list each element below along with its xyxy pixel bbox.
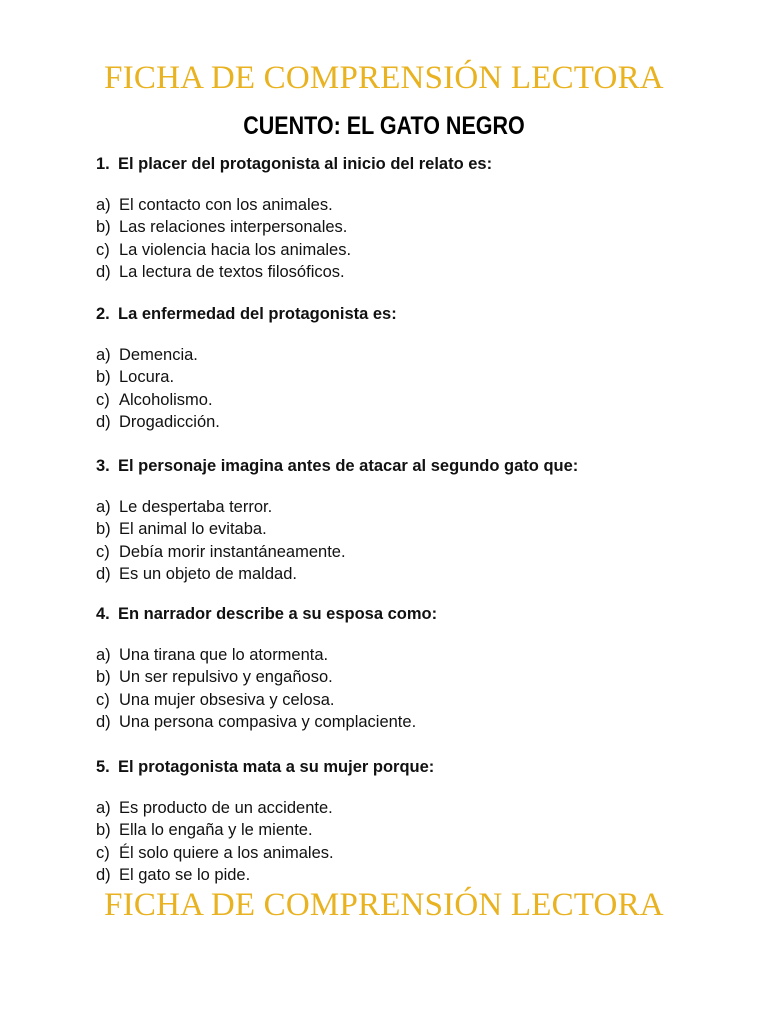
option-c bbox=[96, 389, 220, 411]
option-text: Las relaciones interpersonales. bbox=[119, 218, 348, 237]
option-text: El animal lo evitaba. bbox=[119, 520, 267, 539]
option-letter: d) bbox=[96, 866, 111, 885]
question-number: 3. bbox=[96, 457, 110, 475]
option-text: Alcoholismo. bbox=[119, 390, 213, 409]
option-letter: a) bbox=[96, 799, 111, 817]
question-text: El protagonista mata a su mujer porque: bbox=[118, 758, 435, 776]
option-a bbox=[96, 496, 346, 518]
option-text: Locura. bbox=[119, 368, 175, 387]
option-text: Una tirana que lo atormenta. bbox=[119, 646, 329, 664]
option-text: Él solo quiere a los animales. bbox=[119, 843, 334, 862]
options-list bbox=[96, 496, 346, 586]
question-title bbox=[96, 604, 716, 624]
option-letter: d) bbox=[96, 713, 111, 732]
options-list bbox=[96, 797, 334, 887]
option-letter: d) bbox=[96, 263, 111, 282]
option-text: La violencia hacia los animales. bbox=[119, 240, 352, 259]
question-number: 2. bbox=[96, 305, 110, 323]
options-list bbox=[96, 194, 351, 284]
option-text: El gato se lo pide. bbox=[119, 866, 251, 885]
question-5 bbox=[96, 757, 716, 885]
option-c bbox=[96, 842, 334, 864]
question-title bbox=[96, 757, 716, 777]
option-letter: b) bbox=[96, 821, 111, 840]
option-d bbox=[96, 864, 334, 886]
question-text: La enfermedad del protagonista es: bbox=[118, 305, 397, 323]
option-b bbox=[96, 518, 346, 540]
option-letter: a) bbox=[96, 196, 111, 214]
option-text: Drogadicción. bbox=[119, 413, 220, 432]
option-a bbox=[96, 344, 220, 366]
story-subtitle: CUENTO: EL GATO NEGRO bbox=[243, 112, 525, 140]
option-b bbox=[96, 666, 416, 688]
option-letter: a) bbox=[96, 646, 111, 664]
option-b bbox=[96, 819, 334, 841]
option-d bbox=[96, 711, 416, 733]
option-a bbox=[96, 797, 334, 819]
options-list bbox=[96, 644, 416, 734]
option-c bbox=[96, 689, 416, 711]
option-c bbox=[96, 541, 346, 563]
option-a bbox=[96, 194, 351, 216]
option-b bbox=[96, 366, 220, 388]
question-3 bbox=[96, 456, 716, 584]
page-title: FICHA DE COMPRENSIÓN LECTORA bbox=[104, 60, 664, 96]
option-letter: a) bbox=[96, 346, 111, 364]
option-text: Es producto de un accidente. bbox=[119, 799, 333, 817]
question-1 bbox=[96, 154, 716, 282]
option-letter: a) bbox=[96, 498, 111, 516]
option-text: Le despertaba terror. bbox=[119, 498, 273, 516]
question-text: El personaje imagina antes de atacar al segundo gato que: bbox=[118, 457, 579, 475]
option-letter: b) bbox=[96, 668, 111, 687]
question-number: 1. bbox=[96, 155, 110, 173]
option-text: El contacto con los animales. bbox=[119, 196, 333, 214]
question-4 bbox=[96, 604, 716, 732]
question-title bbox=[96, 154, 716, 174]
question-number: 4. bbox=[96, 605, 110, 623]
option-text: Un ser repulsivo y engañoso. bbox=[119, 668, 333, 687]
option-letter: b) bbox=[96, 218, 111, 237]
option-d bbox=[96, 563, 346, 585]
question-2 bbox=[96, 304, 716, 432]
option-text: La lectura de textos filosóficos. bbox=[119, 263, 345, 282]
options-list bbox=[96, 344, 220, 434]
option-letter: d) bbox=[96, 565, 111, 584]
option-text: Debía morir instantáneamente. bbox=[119, 542, 346, 561]
option-a bbox=[96, 644, 416, 666]
option-letter: b) bbox=[96, 520, 111, 539]
question-text: El placer del protagonista al inicio del relato es: bbox=[118, 155, 493, 173]
option-d bbox=[96, 261, 351, 283]
option-text: Es un objeto de maldad. bbox=[119, 565, 297, 584]
option-letter: c) bbox=[96, 240, 110, 259]
question-title bbox=[96, 304, 716, 324]
option-b bbox=[96, 216, 351, 238]
option-text: Demencia. bbox=[119, 346, 198, 364]
question-text: En narrador describe a su esposa como: bbox=[118, 605, 438, 623]
option-c bbox=[96, 239, 351, 261]
option-letter: c) bbox=[96, 390, 110, 409]
option-letter: b) bbox=[96, 368, 111, 387]
question-number: 5. bbox=[96, 758, 110, 776]
option-text: Una persona compasiva y complaciente. bbox=[119, 713, 417, 732]
option-d bbox=[96, 411, 220, 433]
footer-title: FICHA DE COMPRENSIÓN LECTORA bbox=[104, 887, 664, 923]
option-letter: c) bbox=[96, 843, 110, 862]
question-title bbox=[96, 456, 716, 476]
option-text: Una mujer obsesiva y celosa. bbox=[119, 690, 335, 709]
option-letter: c) bbox=[96, 542, 110, 561]
option-letter: c) bbox=[96, 690, 110, 709]
option-text: Ella lo engaña y le miente. bbox=[119, 821, 313, 840]
option-letter: d) bbox=[96, 413, 111, 432]
